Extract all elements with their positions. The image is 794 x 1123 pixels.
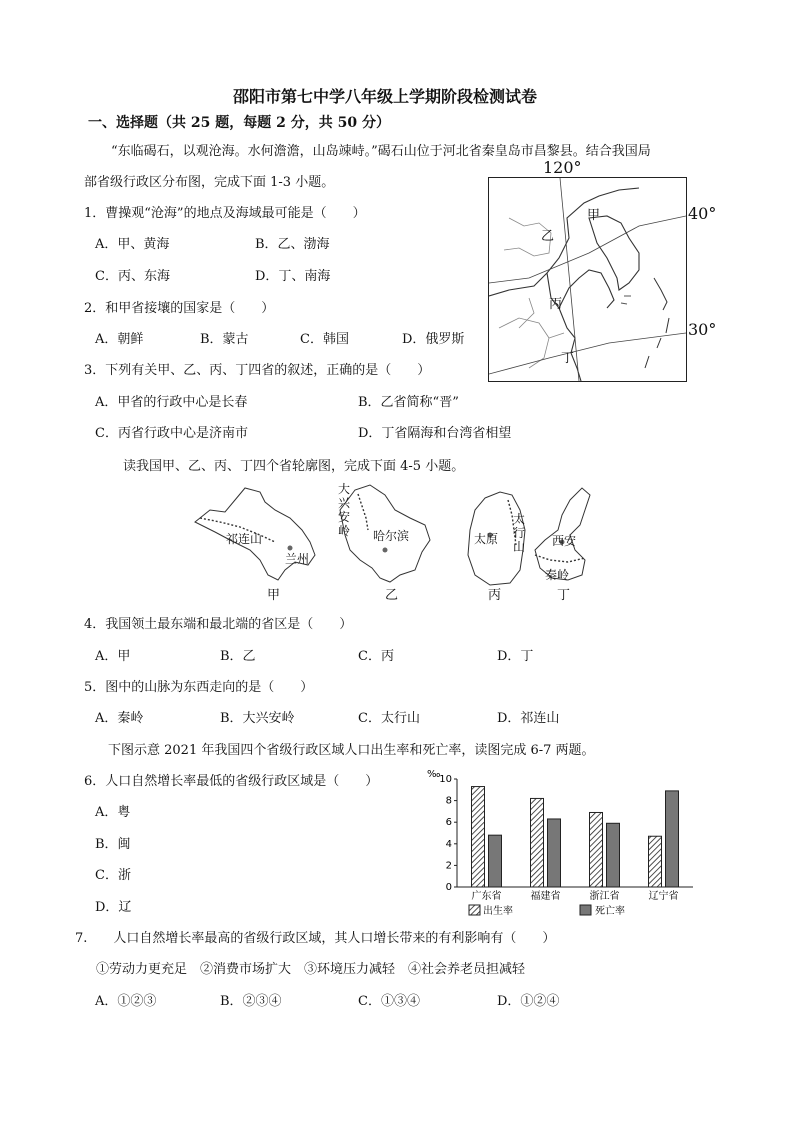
ding-province-label: 丁 — [557, 588, 571, 603]
q1-option-b[interactable]: B．乙、渤海 — [255, 237, 330, 252]
y-tick-label: 0 — [445, 882, 452, 893]
q2-option-c[interactable]: C．韩国 — [300, 332, 349, 347]
q4-option-d[interactable]: D．丁 — [497, 649, 534, 664]
legend-swatch-birth — [469, 905, 480, 915]
yi-province-label: 乙 — [385, 588, 399, 603]
q7-statements: ①劳动力更充足 ②消费市场扩大 ③环境压力减轻 ④社会养老员担减轻 — [96, 962, 526, 977]
section-heading: 一、选择题（共 25 题，每题 2 分，共 50 分） — [88, 115, 390, 131]
bar-birth-rate — [531, 798, 544, 887]
intro-text-1: “东临碣石，以观沧海。水何澹澹，山岛竦峙。”碣石山位于河北省秦皇岛市昌黎县。结合我国局 — [111, 144, 651, 159]
legend-label-death: 死亡率 — [595, 906, 625, 917]
bar-death-rate — [489, 835, 502, 887]
map-label-bing: 丙 — [549, 297, 563, 312]
q4-option-b[interactable]: B．乙 — [220, 649, 256, 664]
bing-province-label: 丙 — [488, 588, 502, 603]
intro-text-1b: 部省级行政区分布图，完成下面 1-3 小题。 — [84, 175, 335, 190]
yi-mountain-char: 岭 — [338, 524, 351, 538]
q6-option-b[interactable]: B．闽 — [95, 837, 131, 852]
yi-mountain-char: 大 — [338, 482, 351, 496]
q7-option-a[interactable]: A．①②③ — [95, 994, 157, 1009]
x-tick-label: 辽宁省 — [648, 891, 679, 902]
ding-mountain-label: 秦岭 — [545, 568, 570, 582]
q4-option-a[interactable]: A．甲 — [95, 649, 131, 664]
map-label-yi: 乙 — [541, 229, 555, 244]
q5-option-c[interactable]: C．太行山 — [358, 711, 420, 726]
q3-option-a[interactable]: A．甲省的行政中心是长春 — [95, 395, 248, 410]
question-1: 1．曹操观“沧海”的地点及海域最可能是（ ） — [84, 206, 366, 221]
legend-swatch-death — [580, 905, 591, 915]
bing-mountain-label — [513, 512, 527, 554]
regional-map — [488, 177, 687, 382]
q6-option-d[interactable]: D．辽 — [95, 900, 132, 915]
map-lat30-label: 30° — [688, 320, 717, 339]
question-5: 5．图中的山脉为东西走向的是（ ） — [84, 680, 314, 695]
map-label-jia: 甲 — [587, 208, 601, 223]
bar-birth-rate — [472, 787, 485, 887]
birth-death-rate-chart — [425, 762, 705, 922]
q7-option-d[interactable]: D．①②④ — [497, 994, 560, 1009]
jia-city-label: 兰州 — [285, 552, 310, 566]
question-6: 6．人口自然增长率最低的省级行政区域是（ ） — [84, 774, 379, 789]
q2-option-d[interactable]: D．俄罗斯 — [402, 332, 465, 347]
map-lon-label: 120° — [543, 158, 582, 177]
y-tick-label: 6 — [445, 817, 452, 829]
q3-option-b[interactable]: B．乙省简称“晋” — [358, 395, 459, 410]
q1-option-a[interactable]: A．甲、黄海 — [95, 237, 170, 252]
q6-option-a[interactable]: A．粤 — [95, 805, 131, 820]
yi-mountain-char: 安 — [338, 510, 351, 524]
bing-mountain-char: 行 — [513, 526, 526, 540]
q3-option-c[interactable]: C．丙省行政中心是济南市 — [95, 426, 248, 441]
x-tick-label: 浙江省 — [589, 891, 620, 902]
yi-city-label: 哈尔滨 — [373, 529, 410, 543]
map-lat40-label: 40° — [688, 204, 717, 223]
q7-option-b[interactable]: B．②③④ — [220, 994, 282, 1009]
y-tick-label: 8 — [445, 795, 452, 807]
q5-option-a[interactable]: A．秦岭 — [95, 711, 144, 726]
y-tick-label: 2 — [445, 860, 452, 872]
q2-option-b[interactable]: B．蒙古 — [200, 332, 249, 347]
intro-text-3: 下图示意 2021 年我国四个省级行政区域人口出生率和死亡率，读图完成 6-7 两题。 — [108, 743, 595, 758]
q1-option-c[interactable]: C．丙、东海 — [95, 269, 170, 284]
jia-mountain-label: 祁连山 — [226, 532, 263, 546]
question-7: 7. 人口自然增长率最高的省级行政区域，其人口增长带来的有利影响有（ ） — [75, 931, 556, 946]
bing-mountain-char: 太 — [513, 512, 526, 526]
q4-option-c[interactable]: C．丙 — [358, 649, 394, 664]
bar-death-rate — [666, 791, 679, 887]
question-3: 3．下列有关甲、乙、丙、丁四省的叙述，正确的是（ ） — [84, 363, 431, 378]
question-2: 2．和甲省接壤的国家是（ ） — [84, 301, 275, 316]
legend-label-birth: 出生率 — [483, 906, 513, 917]
q1-option-d[interactable]: D．丁、南海 — [255, 269, 331, 284]
yi-mountain-char: 兴 — [338, 496, 351, 510]
ding-city-label: 西安 — [552, 534, 577, 548]
yi-mountain-label — [338, 482, 352, 538]
q6-option-c[interactable]: C．浙 — [95, 868, 131, 883]
intro-text-2: 读我国甲、乙、丙、丁四个省轮廓图，完成下面 4-5 小题。 — [123, 459, 465, 474]
y-axis-unit: ‰ — [427, 769, 441, 780]
q5-option-d[interactable]: D．祁连山 — [497, 711, 560, 726]
page-title: 邵阳市第七中学八年级上学期阶段检测试卷 — [233, 87, 538, 106]
jia-province-label: 甲 — [267, 588, 281, 603]
q5-option-b[interactable]: B．大兴安岭 — [220, 711, 295, 726]
bar-death-rate — [607, 823, 620, 887]
bar-birth-rate — [649, 836, 662, 887]
q3-option-d[interactable]: D．丁省隔海和台湾省相望 — [358, 426, 512, 441]
x-tick-label: 福建省 — [530, 891, 561, 902]
x-tick-label: 广东省 — [471, 891, 502, 902]
y-tick-label: 10 — [439, 774, 452, 785]
bar-birth-rate — [590, 812, 603, 887]
question-4: 4．我国领土最东端和最北端的省区是（ ） — [84, 617, 353, 632]
bar-death-rate — [548, 819, 561, 887]
map-label-ding: 丁 — [561, 351, 575, 366]
bing-mountain-char: 山 — [513, 540, 526, 554]
bing-city-label: 太原 — [474, 532, 499, 546]
y-tick-label: 4 — [445, 838, 452, 850]
q2-option-a[interactable]: A．朝鲜 — [95, 332, 144, 347]
q7-option-c[interactable]: C．①③④ — [358, 994, 420, 1009]
province-outlines — [190, 480, 610, 605]
